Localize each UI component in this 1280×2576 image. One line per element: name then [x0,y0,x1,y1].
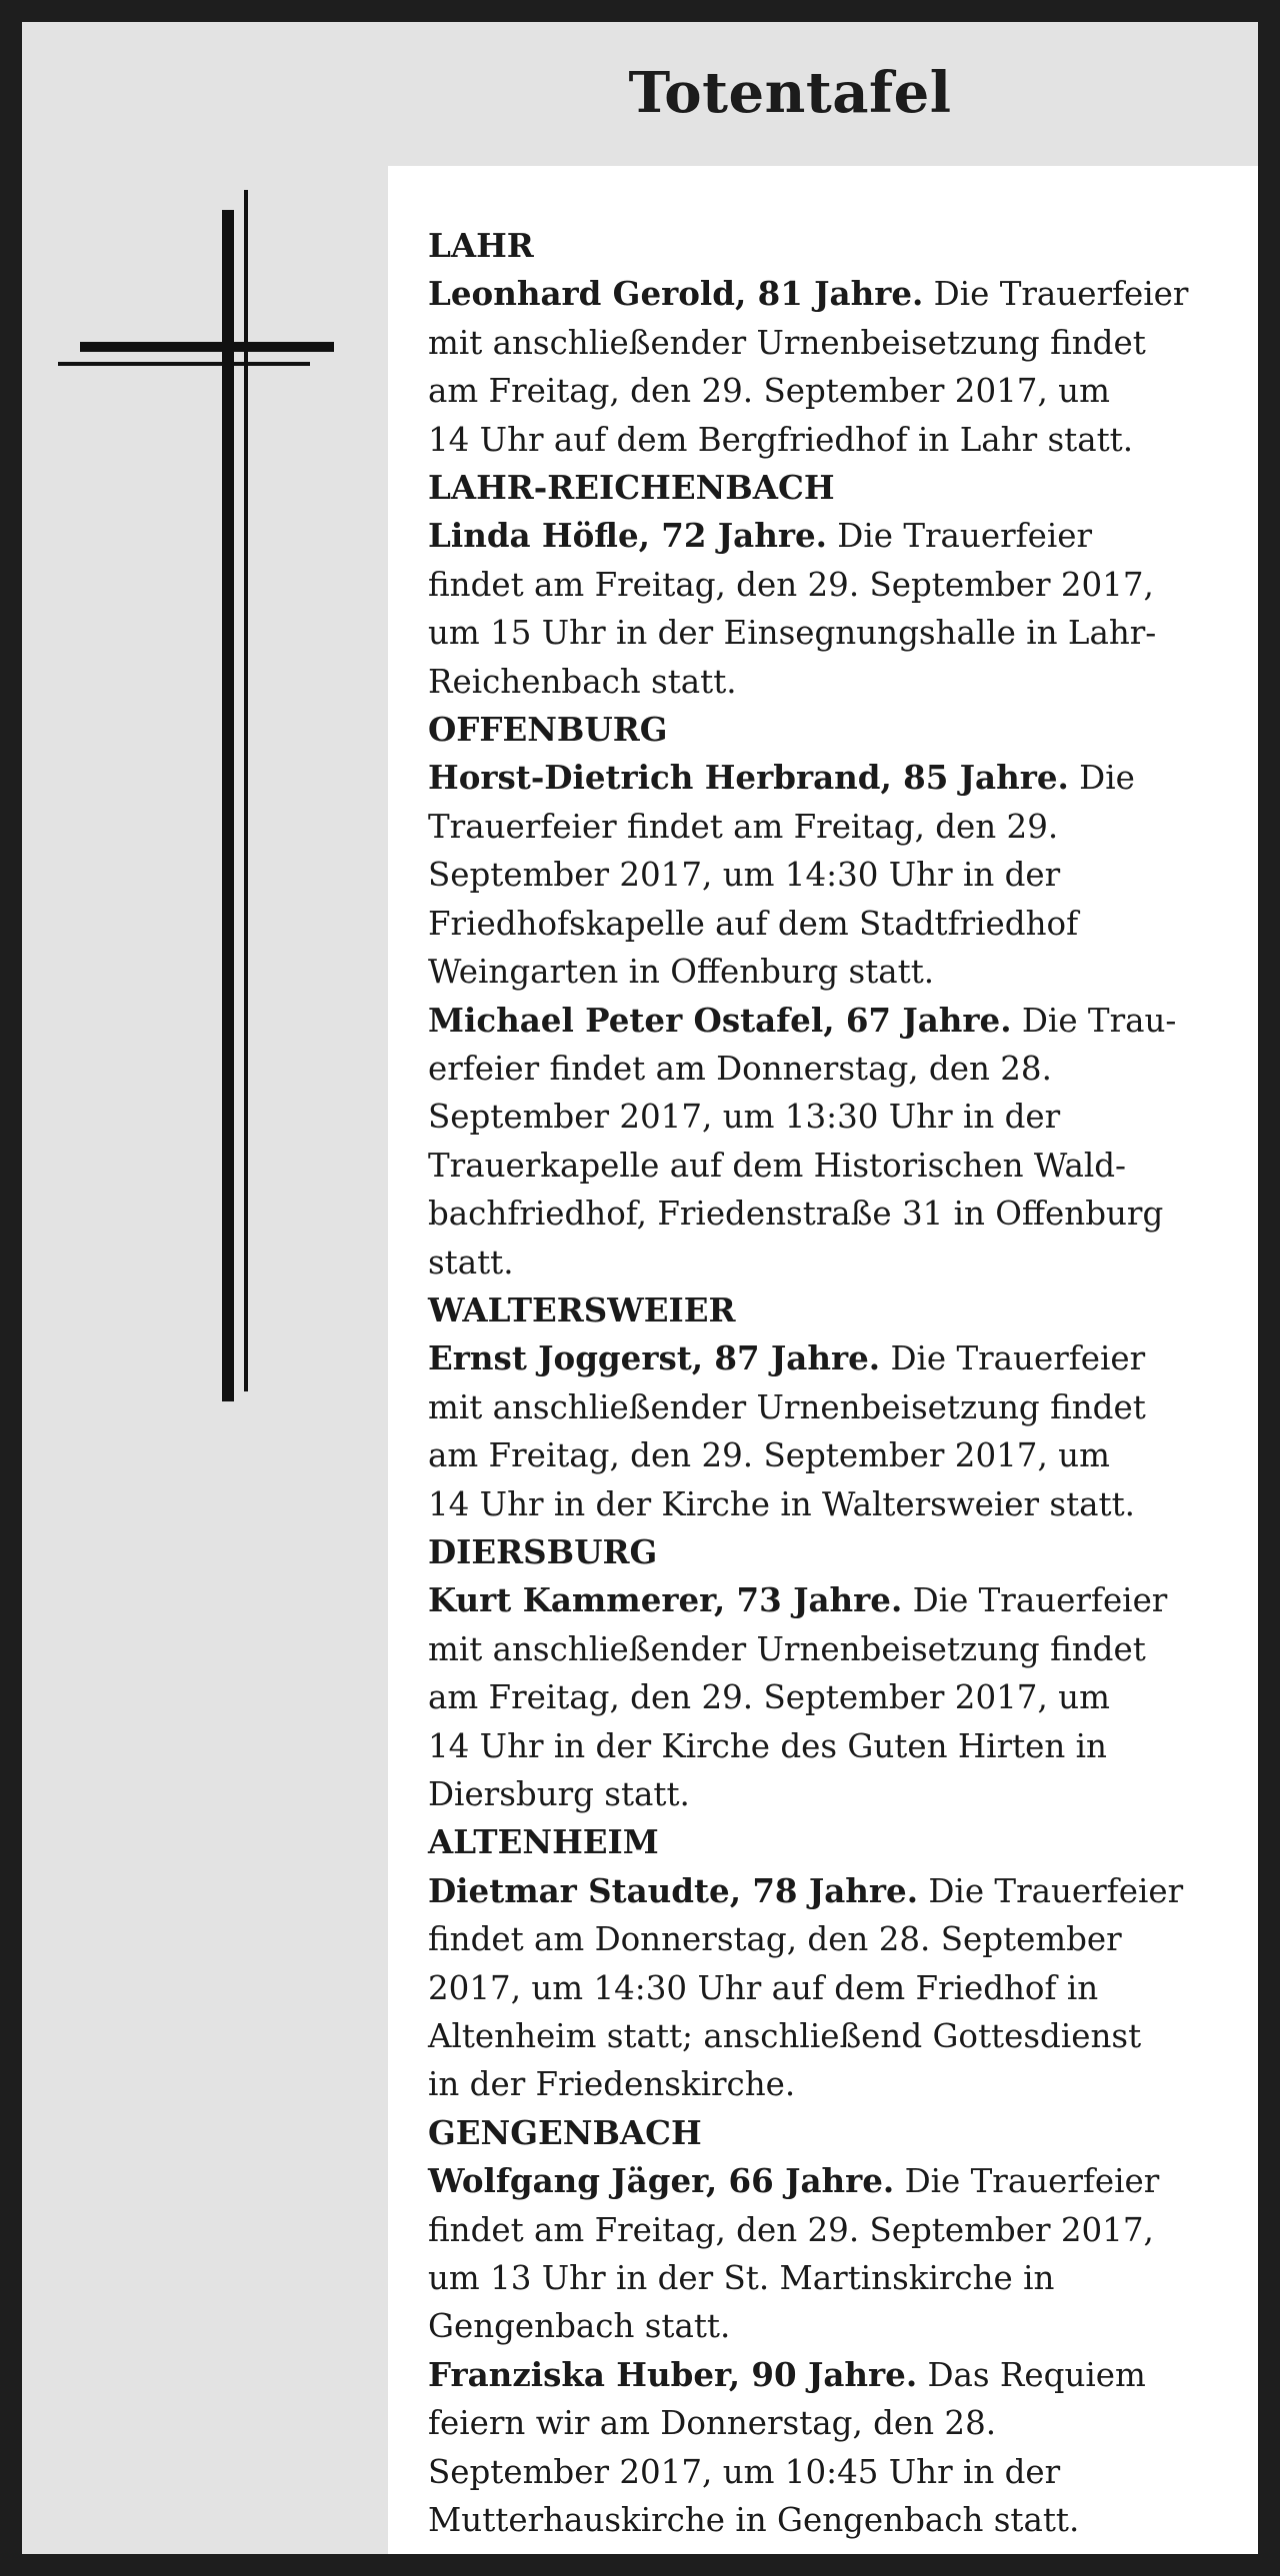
entry-text-line: mit anschließender Urnenbeisetzung findet [428,1387,1146,1426]
entry-text-line: 14 Uhr in der Kirche in Waltersweier statt. [428,1484,1135,1523]
entry-text-line: findet am Freitag, den 29. September 2017, [428,2210,1154,2249]
entry-text-line: 2017, um 14:30 Uhr auf dem Friedhof in [428,1968,1099,2007]
entry-text-line: Gengenbach statt. [428,2307,731,2346]
entry-text-line: 14 Uhr auf dem Bergfriedhof in Lahr statt. [428,420,1134,459]
page-title: Totentafel [628,60,952,126]
deceased-name: Dietmar Staudte, 78 Jahre. [428,1870,919,1910]
place-heading: WALTERSWEIER [428,1289,736,1329]
entry-text-line: Weingarten in Offenburg statt. [428,953,935,992]
entry-text-line: feiern wir am Donnerstag, den 28. [428,2404,997,2443]
obituary-list-panel [388,166,1258,2554]
entry-text-line: findet am Freitag, den 29. September 2017, [428,565,1154,604]
deceased-name: Michael Peter Ostafel, 67 Jahre. [428,1000,1012,1040]
obituary-entry [428,270,1228,464]
obituary-entry [428,2157,1228,2351]
cross-icon [52,162,362,1421]
deceased-name: Ernst Joggerst, 87 Jahre. [428,1338,881,1378]
entry-text-line: um 13 Uhr in der St. Martinskirche in [428,2259,1055,2298]
place-heading: DIERSBURG [428,1531,658,1571]
entry-text-line: September 2017, um 13:30 Uhr in der [428,1098,1061,1137]
entry-text-line: am Freitag, den 29. September 2017, um [428,372,1110,411]
deceased-name: Horst-Dietrich Herbrand, 85 Jahre. [428,758,1069,798]
deceased-name: Wolfgang Jäger, 66 Jahre. [428,2161,895,2201]
entry-text-line: Reichenbach statt. [428,662,737,701]
place-heading: OFFENBURG [428,710,668,750]
deceased-name: Franziska Huber, 90 Jahre. [428,2354,918,2394]
deceased-name: Kurt Kammerer, 73 Jahre. [428,1580,903,1620]
place-heading: GENGENBACH [428,2112,702,2152]
entry-text-line: Die Trauerfeier [826,517,1093,556]
entry-text-line: Die Trauerfeier [902,1581,1168,1620]
entry-text-line: Die Trauerfeier [918,1871,1184,1910]
place-heading: LAHR [428,226,534,265]
cross-vertical-line [244,190,248,1391]
entry-text-line: in der Friedenskirche. [428,2065,796,2104]
deceased-name: Leonhard Gerold, 81 Jahre. [428,274,924,314]
entry-text-line: Das Requiem [917,2355,1146,2394]
obituary-entry [428,754,1228,996]
cross-horizontal-line [58,362,310,366]
entry-text-line: Mutterhauskirche in Gengenbach statt. [428,2501,1080,2540]
entry-text-line: September 2017, um 10:45 Uhr in der [428,2452,1061,2491]
entry-text-line: Die [1068,759,1135,798]
entry-text-line: Friedhofskapelle auf dem Stadtfriedhof [428,904,1079,943]
obituary-entry [428,1867,1228,2109]
entry-text-line: Die Trauerfeier [880,1339,1146,1378]
deceased-name: Linda Höfle, 72 Jahre. [428,516,827,556]
place-heading: ALTENHEIM [428,1822,659,1862]
entry-text-line: Die Trau- [1011,1001,1177,1040]
entry-text-line: erfeier findet am Donnerstag, den 28. [428,1049,1052,1088]
cross-horizontal-beam [80,342,334,352]
entry-text-line: Die Trauerfeier [923,275,1189,314]
entry-text-line: Trauerkapelle auf dem Historischen Wald- [428,1146,1127,1185]
obituary-board [22,22,1258,2554]
entry-text-line: findet am Donnerstag, den 28. September [428,1920,1122,1959]
entry-text-line: mit anschließender Urnenbeisetzung findet [428,1629,1146,1668]
obituary-list [428,222,1228,2545]
entry-text-line: um 15 Uhr in der Einsegnungshalle in Lahr- [428,614,1157,653]
entry-text-line: bachfriedhof, Friedenstraße 31 in Offenburg [428,1195,1164,1234]
obituary-entry [428,1576,1228,1818]
cross-vertical-beam [222,210,234,1401]
entry-text-line: am Freitag, den 29. September 2017, um [428,1436,1110,1475]
entry-text-line: September 2017, um 14:30 Uhr in der [428,856,1061,895]
entry-text-line: Diersburg statt. [428,1775,690,1813]
obituary-entry [428,2351,1228,2545]
obituary-entry [428,512,1228,706]
place-heading: LAHR-REICHENBACH [428,468,835,508]
entry-text-line: am Freitag, den 29. September 2017, um [428,1678,1110,1717]
entry-text-line: Altenheim statt; anschließend Gottesdienst [428,2017,1142,2056]
obituary-entry [428,997,1228,1287]
entry-text-line: Die Trauerfeier [894,2162,1160,2201]
entry-text-line: mit anschließender Urnenbeisetzung findet [428,323,1146,362]
entry-text-line: 14 Uhr in der Kirche des Guten Hirten in [428,1726,1107,1765]
entry-text-line: statt. [428,1243,514,1282]
obituary-entry [428,1334,1228,1528]
entry-text-line: Trauerfeier findet am Freitag, den 29. [428,807,1059,846]
